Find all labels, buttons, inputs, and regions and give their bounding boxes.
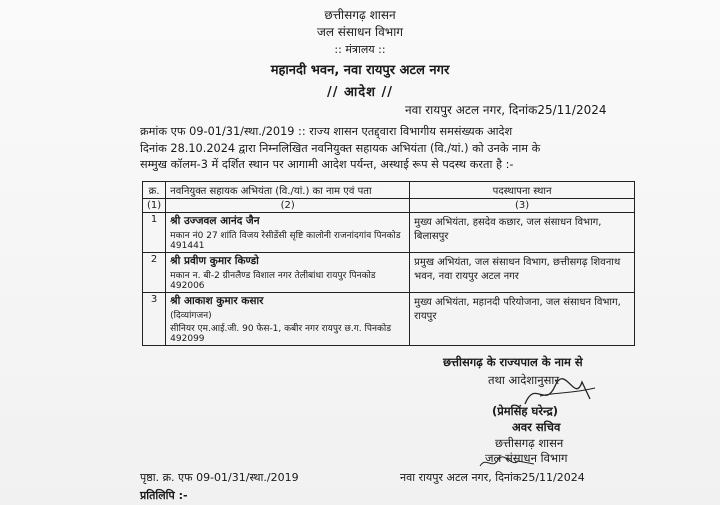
officer-name: श्री आकाश कुमार कसार bbox=[170, 295, 264, 307]
signatory-dept: जल संसाधन विभाग bbox=[485, 451, 568, 465]
order-date: नवा रायपुर अटल नगर, दिनांक25/11/2024 bbox=[405, 103, 607, 117]
column-header-name: नवनियुक्त सहायक अभियंता (वि./यां.) का नाम एवं पता bbox=[166, 182, 410, 199]
column-header-posting: पदस्थापना स्थान bbox=[410, 182, 635, 199]
row-name-address bbox=[166, 213, 410, 253]
body-line: क्रमांक एफ 09-01/31/स्था./2019 :: राज्य शासन एतद्द्वारा विभागीय समसंख्यक आदेश bbox=[140, 125, 513, 138]
posting-place: प्रमुख अभियंता, जल संसाधन विभाग, छत्तीसगढ़ शिवनाथ भवन, नवा रायपुर अटल नगर bbox=[410, 253, 635, 293]
officer-address: मकान नं0 27 शांति विजय रेसीडेंसी सृष्टि कालोनी राजनांदगांव पिनकोड 491441 bbox=[170, 231, 401, 251]
posting-table bbox=[142, 181, 635, 346]
table-header-row bbox=[143, 182, 635, 199]
posting-place: मुख्य अभियंता, महानदी परियोजना, जल संसाधन विभाग, रायपुर bbox=[410, 293, 635, 346]
body-line: सम्मुख कॉलम-3 में दर्शित स्थान पर आगामी आदेश पर्यन्त, अस्थाई रूप से पदस्थ करता है :- bbox=[140, 158, 514, 171]
body-line: दिनांक 28.10.2024 द्वारा निम्नलिखित नवनियुक्त सहायक अभियंता (वि./यां.) को उनके नाम के bbox=[140, 141, 541, 155]
order-title: // आदेश // bbox=[326, 85, 394, 100]
table-number-row bbox=[143, 199, 635, 213]
copy-to-label: प्रतिलिपि :- bbox=[140, 489, 188, 502]
endorsement-number: पृष्ठा. क्र. एफ 09-01/31/स्था./2019 bbox=[140, 471, 299, 484]
officer-category: (दिव्यांगजन) bbox=[170, 311, 212, 321]
department-heading: जल संसाधन विभाग bbox=[316, 25, 404, 39]
address-heading: महानदी भवन, नवा रायपुर अटल नगर bbox=[270, 63, 450, 78]
government-heading: छत्तीसगढ़ शासन bbox=[324, 8, 396, 22]
ministry-heading: :: मंत्रालय :: bbox=[334, 43, 386, 56]
column-number: (2) bbox=[166, 199, 410, 213]
table-row bbox=[143, 213, 635, 253]
signatory-org: छत्तीसगढ़ शासन bbox=[495, 436, 564, 450]
initial-scrawl bbox=[478, 456, 538, 470]
row-sno: 3 bbox=[143, 293, 166, 346]
column-number: (1) bbox=[143, 199, 166, 213]
order-body bbox=[140, 124, 628, 174]
row-name-address bbox=[166, 293, 410, 346]
signatory-designation: अवर सचिव bbox=[512, 420, 561, 434]
column-header-sno: क्र. bbox=[143, 182, 166, 199]
row-sno: 2 bbox=[143, 253, 166, 293]
signatory-name: (प्रेमसिंह घरेन्द्र) bbox=[492, 404, 558, 418]
signature-line-governor: छत्तीसगढ़ के राज्यपाल के नाम से bbox=[443, 355, 583, 369]
table-row bbox=[143, 253, 635, 293]
table-row bbox=[143, 293, 635, 346]
officer-address: सीनियर एम.आई.जी. 90 फेस-1, कबीर नगर रायपुर छ.ग. पिनकोड 492099 bbox=[170, 324, 392, 344]
officer-name: श्री प्रवीण कुमार किण्डो bbox=[170, 255, 259, 267]
row-name-address bbox=[166, 253, 410, 293]
signature-line-order: तथा आदेशानुसार bbox=[488, 373, 560, 387]
row-sno: 1 bbox=[143, 213, 166, 253]
posting-place: मुख्य अभियंता, हसदेव कछार, जल संसाधन विभाग, बिलासपुर bbox=[410, 213, 635, 253]
endorsement-date: नवा रायपुर अटल नगर, दिनांक25/11/2024 bbox=[400, 471, 585, 484]
column-number: (3) bbox=[410, 199, 635, 213]
officer-address: मकान न. बी-2 ग्रीनलैण्ड विशाल नगर तेलीबांधा रायपुर पिनकोड 492006 bbox=[170, 271, 376, 291]
officer-name: श्री उज्जवल आनंद जैन bbox=[170, 215, 260, 227]
